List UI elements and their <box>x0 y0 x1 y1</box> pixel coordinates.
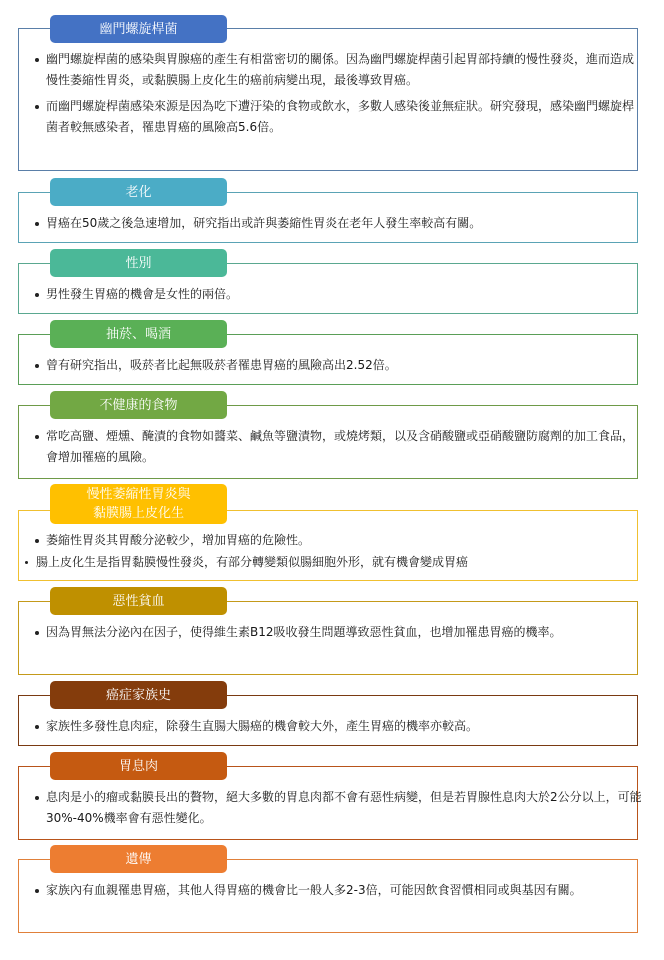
bullet-list <box>30 355 644 381</box>
section-title: 遺傳 <box>50 845 227 873</box>
section-title <box>50 484 227 524</box>
bullet-list <box>30 284 644 310</box>
list-item: 幽門螺旋桿菌的感染與胃腺癌的產生有相當密切的關係。因為幽門螺旋桿菌引起胃部持續的慢性發炎，進而造成慢性萎縮性胃炎，或黏膜腸上皮化生的癌前病變出現，最後導致胃癌。 <box>30 49 644 91</box>
bullet-list <box>30 716 644 742</box>
bullet-list <box>30 49 644 143</box>
section-title: 幽門螺旋桿菌 <box>50 15 227 43</box>
section-title: 胃息肉 <box>50 752 227 780</box>
section-title: 老化 <box>50 178 227 206</box>
section-title-line: 黏膜腸上皮化生 <box>92 506 184 521</box>
section-title: 不健康的食物 <box>50 391 227 419</box>
bullet-list <box>30 426 644 473</box>
list-item: 家族性多發性息肉症，除發生直腸大腸癌的機會較大外，產生胃癌的機率亦較高。 <box>30 716 644 737</box>
bullet-list <box>30 787 644 834</box>
list-item: 家族內有血親罹患胃癌，其他人得胃癌的機會比一般人多2-3倍，可能因飲食習慣相同或與基因有關。 <box>30 880 644 901</box>
section-title: 惡性貧血 <box>50 587 227 615</box>
list-item: 常吃高鹽、煙燻、醃漬的食物如醬菜、鹹魚等鹽漬物，或燒烤類，以及含硝酸鹽或亞硝酸鹽防腐劑的加工食品，會增加罹癌的風險。 <box>30 426 644 468</box>
list-item: 曾有研究指出，吸菸者比起無吸菸者罹患胃癌的風險高出2.52倍。 <box>30 355 644 376</box>
list-item: 胃癌在50歲之後急速增加，研究指出或許與萎縮性胃炎在老年人發生率較高有關。 <box>30 213 644 234</box>
section-title: 癌症家族史 <box>50 681 227 709</box>
list-item: 因為胃無法分泌內在因子，使得維生素B12吸收發生問題導致惡性貧血，也增加罹患胃癌的機率。 <box>30 622 644 643</box>
bullet-list <box>30 530 644 578</box>
list-item: 腸上皮化生是指胃黏膜慢性發炎，有部分轉變類似腸細胞外形，就有機會變成胃癌 <box>20 552 644 573</box>
list-item: 萎縮性胃炎其胃酸分泌較少，增加胃癌的危險性。 <box>30 530 644 551</box>
section-title: 抽菸、喝酒 <box>50 320 227 348</box>
section-title-line: 慢性萎縮性胃炎與 <box>86 487 191 502</box>
list-item: 息肉是小的瘤或黏膜長出的贅物，絕大多數的胃息肉都不會有惡性病變，但是若胃腺性息肉大於2公分以上，可能30%-40%機率會有惡性變化。 <box>30 787 644 829</box>
bullet-list <box>30 622 644 648</box>
bullet-list <box>30 880 644 906</box>
bullet-list <box>30 213 644 239</box>
list-item: 男性發生胃癌的機會是女性的兩倍。 <box>30 284 644 305</box>
list-item: 而幽門螺旋桿菌感染來源是因為吃下遭汙染的食物或飲水，多數人感染後並無症狀。研究發現，感染幽門螺旋桿菌者較無感染者，罹患胃癌的風險高5.6倍。 <box>30 96 644 138</box>
section-title: 性別 <box>50 249 227 277</box>
